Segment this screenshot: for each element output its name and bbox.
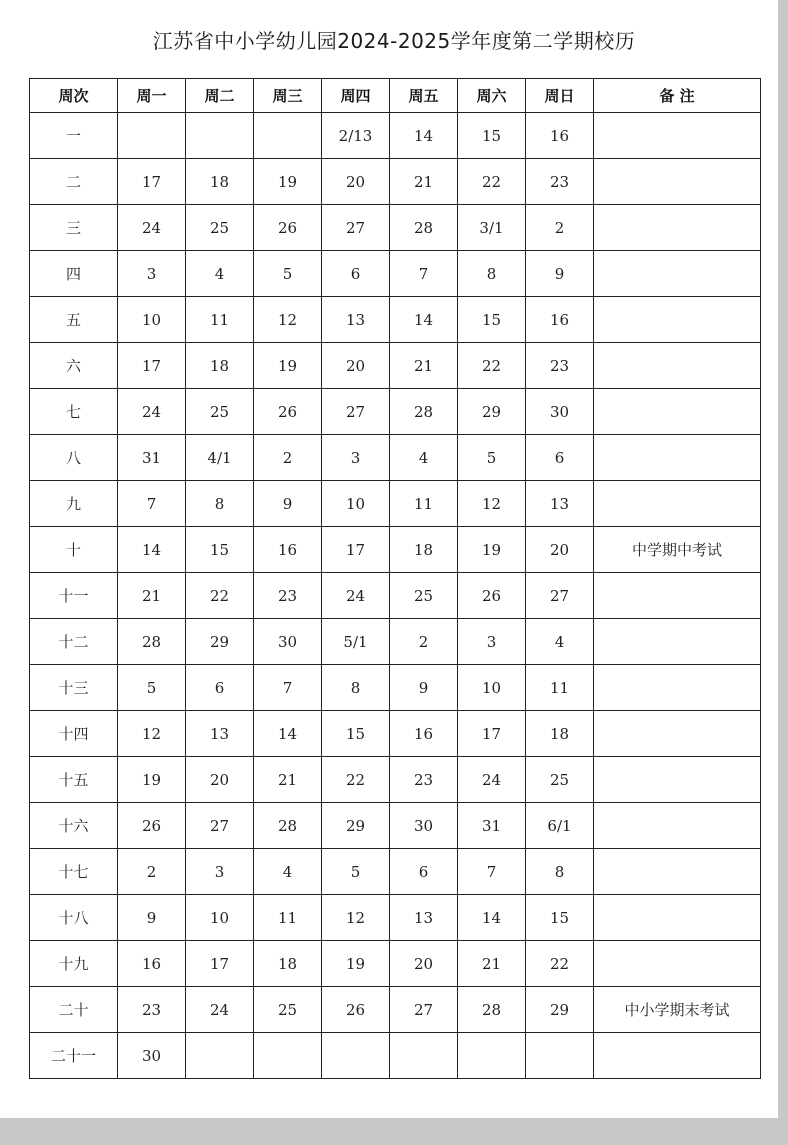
date-cell	[254, 1033, 322, 1079]
date-cell: 29	[458, 389, 526, 435]
date-cell: 21	[458, 941, 526, 987]
note-cell: 中小学期末考试	[594, 987, 761, 1033]
note-cell	[594, 757, 761, 803]
date-cell: 6	[186, 665, 254, 711]
date-cell: 19	[118, 757, 186, 803]
date-cell: 25	[186, 389, 254, 435]
date-cell: 11	[254, 895, 322, 941]
date-cell: 14	[458, 895, 526, 941]
date-cell: 8	[322, 665, 390, 711]
table-row	[30, 711, 761, 757]
page-shadow-right	[778, 0, 788, 1145]
date-cell: 28	[458, 987, 526, 1033]
date-cell: 17	[118, 343, 186, 389]
table-row	[30, 435, 761, 481]
date-cell: 19	[458, 527, 526, 573]
date-cell: 25	[526, 757, 594, 803]
date-cell: 26	[458, 573, 526, 619]
date-cell: 15	[526, 895, 594, 941]
header-sunday: 周日	[526, 79, 594, 113]
date-cell: 30	[118, 1033, 186, 1079]
date-cell: 27	[390, 987, 458, 1033]
calendar-body	[30, 113, 761, 1079]
date-cell: 25	[186, 205, 254, 251]
date-cell: 14	[118, 527, 186, 573]
week-number-cell: 十六	[30, 803, 118, 849]
date-cell: 29	[526, 987, 594, 1033]
date-cell: 18	[186, 159, 254, 205]
date-cell: 3	[186, 849, 254, 895]
note-cell	[594, 849, 761, 895]
note-cell	[594, 159, 761, 205]
date-cell: 12	[118, 711, 186, 757]
date-cell: 24	[458, 757, 526, 803]
date-cell: 9	[390, 665, 458, 711]
date-cell: 3	[322, 435, 390, 481]
date-cell: 27	[322, 389, 390, 435]
date-cell: 11	[526, 665, 594, 711]
note-cell	[594, 619, 761, 665]
date-cell: 24	[118, 205, 186, 251]
date-cell: 28	[390, 205, 458, 251]
date-cell: 17	[458, 711, 526, 757]
date-cell: 16	[118, 941, 186, 987]
date-cell: 26	[254, 205, 322, 251]
date-cell: 30	[526, 389, 594, 435]
page-shadow-bottom	[0, 1118, 788, 1145]
week-number-cell: 十四	[30, 711, 118, 757]
date-cell: 13	[390, 895, 458, 941]
week-number-cell: 二	[30, 159, 118, 205]
date-cell: 6/1	[526, 803, 594, 849]
date-cell: 6	[322, 251, 390, 297]
date-cell: 21	[390, 159, 458, 205]
date-cell: 27	[526, 573, 594, 619]
date-cell: 4	[390, 435, 458, 481]
date-cell: 31	[458, 803, 526, 849]
date-cell: 16	[254, 527, 322, 573]
date-cell: 8	[186, 481, 254, 527]
table-row	[30, 665, 761, 711]
week-number-cell: 二十一	[30, 1033, 118, 1079]
date-cell: 16	[526, 297, 594, 343]
date-cell: 20	[526, 527, 594, 573]
date-cell: 6	[390, 849, 458, 895]
date-cell: 2	[390, 619, 458, 665]
table-row	[30, 895, 761, 941]
week-number-cell: 十八	[30, 895, 118, 941]
date-cell: 20	[390, 941, 458, 987]
date-cell: 2/13	[322, 113, 390, 159]
date-cell: 22	[322, 757, 390, 803]
note-cell	[594, 113, 761, 159]
table-row	[30, 757, 761, 803]
date-cell	[186, 1033, 254, 1079]
date-cell: 16	[390, 711, 458, 757]
date-cell: 13	[322, 297, 390, 343]
week-number-cell: 一	[30, 113, 118, 159]
date-cell: 4	[254, 849, 322, 895]
date-cell: 23	[526, 159, 594, 205]
date-cell: 31	[118, 435, 186, 481]
date-cell: 28	[118, 619, 186, 665]
date-cell: 30	[254, 619, 322, 665]
date-cell: 28	[254, 803, 322, 849]
week-number-cell: 七	[30, 389, 118, 435]
date-cell	[458, 1033, 526, 1079]
date-cell: 21	[254, 757, 322, 803]
date-cell: 23	[118, 987, 186, 1033]
week-number-cell: 三	[30, 205, 118, 251]
note-cell	[594, 803, 761, 849]
date-cell: 30	[390, 803, 458, 849]
page-title: 江苏省中小学幼儿园2024-2025学年度第二学期校历	[152, 29, 636, 53]
date-cell: 4	[526, 619, 594, 665]
date-cell: 19	[254, 159, 322, 205]
date-cell: 23	[390, 757, 458, 803]
table-row	[30, 389, 761, 435]
date-cell: 7	[254, 665, 322, 711]
week-number-cell: 八	[30, 435, 118, 481]
date-cell: 25	[390, 573, 458, 619]
date-cell: 22	[526, 941, 594, 987]
header-monday: 周一	[118, 79, 186, 113]
date-cell: 23	[526, 343, 594, 389]
week-number-cell: 四	[30, 251, 118, 297]
date-cell: 19	[322, 941, 390, 987]
date-cell: 9	[526, 251, 594, 297]
note-cell: 中学期中考试	[594, 527, 761, 573]
week-number-cell: 十七	[30, 849, 118, 895]
date-cell: 13	[526, 481, 594, 527]
date-cell: 23	[254, 573, 322, 619]
date-cell: 15	[458, 113, 526, 159]
date-cell: 17	[322, 527, 390, 573]
date-cell: 15	[322, 711, 390, 757]
header-tuesday: 周二	[186, 79, 254, 113]
date-cell: 5/1	[322, 619, 390, 665]
note-cell	[594, 297, 761, 343]
date-cell: 7	[458, 849, 526, 895]
week-number-cell: 二十	[30, 987, 118, 1033]
date-cell: 19	[254, 343, 322, 389]
date-cell	[186, 113, 254, 159]
date-cell: 10	[322, 481, 390, 527]
date-cell: 20	[322, 159, 390, 205]
date-cell: 29	[322, 803, 390, 849]
note-cell	[594, 573, 761, 619]
date-cell: 12	[322, 895, 390, 941]
table-row	[30, 573, 761, 619]
date-cell: 27	[322, 205, 390, 251]
week-number-cell: 六	[30, 343, 118, 389]
note-cell	[594, 343, 761, 389]
date-cell: 12	[458, 481, 526, 527]
table-row	[30, 205, 761, 251]
date-cell: 10	[458, 665, 526, 711]
date-cell: 5	[118, 665, 186, 711]
table-row	[30, 481, 761, 527]
week-number-cell: 十九	[30, 941, 118, 987]
table-row	[30, 987, 761, 1033]
week-number-cell: 十二	[30, 619, 118, 665]
note-cell	[594, 435, 761, 481]
date-cell: 5	[254, 251, 322, 297]
table-row	[30, 941, 761, 987]
header-thursday: 周四	[322, 79, 390, 113]
table-row	[30, 297, 761, 343]
date-cell: 25	[254, 987, 322, 1033]
date-cell: 18	[526, 711, 594, 757]
table-row	[30, 159, 761, 205]
table-row	[30, 619, 761, 665]
date-cell: 26	[254, 389, 322, 435]
date-cell: 26	[322, 987, 390, 1033]
header-row	[30, 79, 761, 113]
week-number-cell: 十三	[30, 665, 118, 711]
date-cell	[254, 113, 322, 159]
date-cell: 21	[390, 343, 458, 389]
date-cell: 3/1	[458, 205, 526, 251]
week-number-cell: 十五	[30, 757, 118, 803]
date-cell: 17	[186, 941, 254, 987]
table-row	[30, 1033, 761, 1079]
date-cell: 6	[526, 435, 594, 481]
date-cell: 14	[390, 113, 458, 159]
date-cell: 29	[186, 619, 254, 665]
date-cell: 27	[186, 803, 254, 849]
date-cell: 24	[118, 389, 186, 435]
table-row	[30, 113, 761, 159]
note-cell	[594, 251, 761, 297]
date-cell	[322, 1033, 390, 1079]
date-cell: 22	[458, 343, 526, 389]
week-number-cell: 九	[30, 481, 118, 527]
date-cell: 7	[118, 481, 186, 527]
date-cell: 17	[118, 159, 186, 205]
date-cell: 11	[186, 297, 254, 343]
table-row	[30, 803, 761, 849]
date-cell: 3	[458, 619, 526, 665]
date-cell: 20	[186, 757, 254, 803]
note-cell	[594, 941, 761, 987]
date-cell: 9	[118, 895, 186, 941]
date-cell: 24	[186, 987, 254, 1033]
week-number-cell: 十一	[30, 573, 118, 619]
date-cell	[390, 1033, 458, 1079]
table-row	[30, 527, 761, 573]
date-cell: 11	[390, 481, 458, 527]
date-cell: 2	[118, 849, 186, 895]
date-cell: 24	[322, 573, 390, 619]
date-cell: 3	[118, 251, 186, 297]
date-cell: 13	[186, 711, 254, 757]
date-cell: 15	[458, 297, 526, 343]
date-cell: 16	[526, 113, 594, 159]
date-cell: 20	[322, 343, 390, 389]
date-cell: 5	[458, 435, 526, 481]
header-notes: 备 注	[594, 79, 761, 113]
date-cell: 28	[390, 389, 458, 435]
note-cell	[594, 1033, 761, 1079]
week-number-cell: 五	[30, 297, 118, 343]
table-row	[30, 849, 761, 895]
note-cell	[594, 205, 761, 251]
note-cell	[594, 481, 761, 527]
header-saturday: 周六	[458, 79, 526, 113]
date-cell: 10	[118, 297, 186, 343]
date-cell	[118, 113, 186, 159]
date-cell: 4/1	[186, 435, 254, 481]
date-cell: 8	[526, 849, 594, 895]
header-friday: 周五	[390, 79, 458, 113]
date-cell: 9	[254, 481, 322, 527]
school-calendar-table	[29, 78, 761, 1079]
date-cell: 18	[254, 941, 322, 987]
date-cell: 12	[254, 297, 322, 343]
date-cell: 4	[186, 251, 254, 297]
date-cell: 14	[254, 711, 322, 757]
note-cell	[594, 665, 761, 711]
date-cell	[526, 1033, 594, 1079]
date-cell: 10	[186, 895, 254, 941]
date-cell: 15	[186, 527, 254, 573]
note-cell	[594, 389, 761, 435]
header-week-number: 周次	[30, 79, 118, 113]
date-cell: 5	[322, 849, 390, 895]
date-cell: 26	[118, 803, 186, 849]
table-row	[30, 251, 761, 297]
date-cell: 22	[458, 159, 526, 205]
note-cell	[594, 895, 761, 941]
date-cell: 14	[390, 297, 458, 343]
header-wednesday: 周三	[254, 79, 322, 113]
date-cell: 2	[254, 435, 322, 481]
date-cell: 7	[390, 251, 458, 297]
week-number-cell: 十	[30, 527, 118, 573]
date-cell: 18	[390, 527, 458, 573]
date-cell: 8	[458, 251, 526, 297]
table-row	[30, 343, 761, 389]
note-cell	[594, 711, 761, 757]
date-cell: 18	[186, 343, 254, 389]
date-cell: 22	[186, 573, 254, 619]
date-cell: 21	[118, 573, 186, 619]
date-cell: 2	[526, 205, 594, 251]
